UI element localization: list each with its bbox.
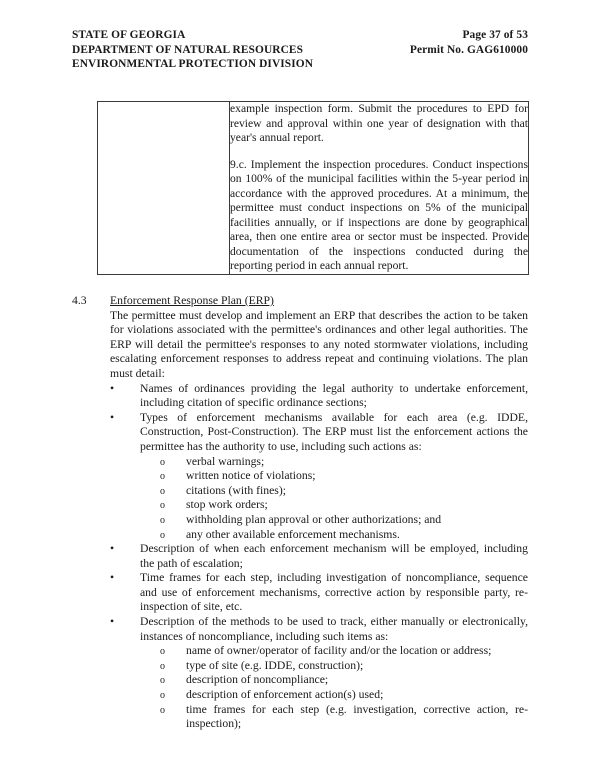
bullet-text: Names of ordinances providing the legal authority to undertake enforcement, including citation of specific ordinance sections; [140,381,528,410]
sub-bullet-text: description of noncompliance; [186,673,329,687]
sub-bullet-glyph-icon: o [160,485,165,497]
page-header [72,28,528,72]
sub-bullet-item [160,498,528,513]
agency-name-block [72,28,313,72]
inspection-table [97,101,529,275]
table-cell-blank [98,102,230,275]
sub-bullet-item [160,688,528,703]
table-paragraph-2: 9.c. Implement the inspection procedures. Conduct inspections on 100% of the municipal facilities within the 5-year period in accordance with the approved procedures. At a minimum, the permittee must conduct inspections on 5% of the municipal facilities annually, or if inspections are done by geographical area, then one entire area or sector must be inspected. Provide documentation of the inspections conducted during the reporting period in each annual report. [230,157,528,272]
sub-bullet-list [72,455,528,543]
sub-bullet-glyph-icon: o [160,529,165,541]
bullet-text: Description of the methods to be used to track, either manually or electronically, instances of noncompliance, including such items as: [140,615,528,643]
agency-line-2: DEPARTMENT OF NATURAL RESOURCES [72,43,304,56]
sub-bullet-item [160,513,528,528]
sub-bullet-text: type of site (e.g. IDDE, construction); [186,658,364,672]
bullet-glyph-icon: • [110,571,115,585]
agency-line-1: STATE OF GEORGIA [72,29,186,41]
bullet-item [110,542,528,571]
bullet-glyph-icon: • [110,410,115,424]
table-paragraph-1: example inspection form. Submit the procedures to EPD for review and approval within one year of designation with that year's annual report. [230,102,528,144]
table-row [98,102,529,275]
sub-bullet-glyph-icon: o [160,704,165,716]
permit-number: Permit No. GAG610000 [409,43,528,56]
sub-bullet-item [160,484,528,499]
bullet-text: Time frames for each step, including investigation of noncompliance, sequence and use of enforcement mechanisms, corrective action by responsible party, re-inspection of site, etc. [140,571,528,614]
section-number: 4.3 [72,294,87,307]
sub-bullet-glyph-icon: o [160,675,165,687]
agency-line-3: ENVIRONMENTAL PROTECTION DIVISION [72,58,314,71]
sub-bullet-item [160,703,528,732]
sub-bullet-glyph-icon: o [160,500,165,512]
sub-bullet-glyph-icon: o [160,690,165,702]
bullet-item [110,382,528,411]
bullet-text: Description of when each enforcement mechanism will be employed, including the path of escalation; [140,542,528,570]
sub-bullet-item [160,469,528,484]
sub-bullet-text: verbal warnings; [186,454,265,468]
table-cell-text [230,102,529,275]
sub-bullet-item [160,673,528,688]
section-heading-row [72,294,528,309]
inspection-table-wrapper [97,101,528,275]
bullet-glyph-icon: • [110,381,115,395]
sub-bullet-text: withholding plan approval or other authorizations; and [186,512,442,526]
bullet-item [110,571,528,615]
sub-bullet-glyph-icon: o [160,456,165,468]
bullet-text: Types of enforcement mechanisms available for each area (e.g. IDDE, Construction, Post-Construction). The ERP must list the enforcement actions the permittee has the authority to use, including such actions as: [140,410,528,453]
page-meta-block [410,28,528,57]
sub-bullet-glyph-icon: o [160,514,165,526]
sub-bullet-text: any other available enforcement mechanisms. [186,527,400,541]
sub-bullet-glyph-icon: o [160,660,165,672]
sub-bullet-item [160,644,528,659]
sub-bullet-text: written notice of violations; [186,469,316,483]
page-number: Page 37 of 53 [462,29,528,41]
sub-bullet-text: stop work orders; [186,498,268,512]
sub-bullet-item [160,528,528,543]
bullet-item [110,615,528,644]
sub-bullet-glyph-icon: o [160,471,165,483]
sub-bullet-text: name of owner/operator of facility and/or the location or address; [186,644,492,658]
section-body [72,294,528,732]
bullet-list [72,382,528,455]
section-intro-paragraph: The permittee must develop and implement an ERP that describes the action to be taken for violations associated with the permittee's ordinances and other legal authorities. The ERP will detail the permittee's responses to any noted stormwater violations, including escalating enforcement responses to address repeat and continuing violations. The plan must detail: [110,308,528,380]
sub-bullet-text: time frames for each step (e.g. investigation, corrective action, re-inspection); [186,702,528,731]
section-title: Enforcement Response Plan (ERP) [110,294,274,307]
bullet-glyph-icon: • [110,542,115,556]
sub-bullet-glyph-icon: o [160,646,165,658]
bullet-item [110,411,528,455]
sub-bullet-item [160,455,528,470]
bullet-glyph-icon: • [110,615,115,629]
sub-bullet-text: description of enforcement action(s) used; [186,688,384,702]
bullet-list [72,542,528,644]
sub-bullet-item [160,659,528,674]
sub-bullet-text: citations (with fines); [186,483,286,497]
sub-bullet-list [72,644,528,732]
